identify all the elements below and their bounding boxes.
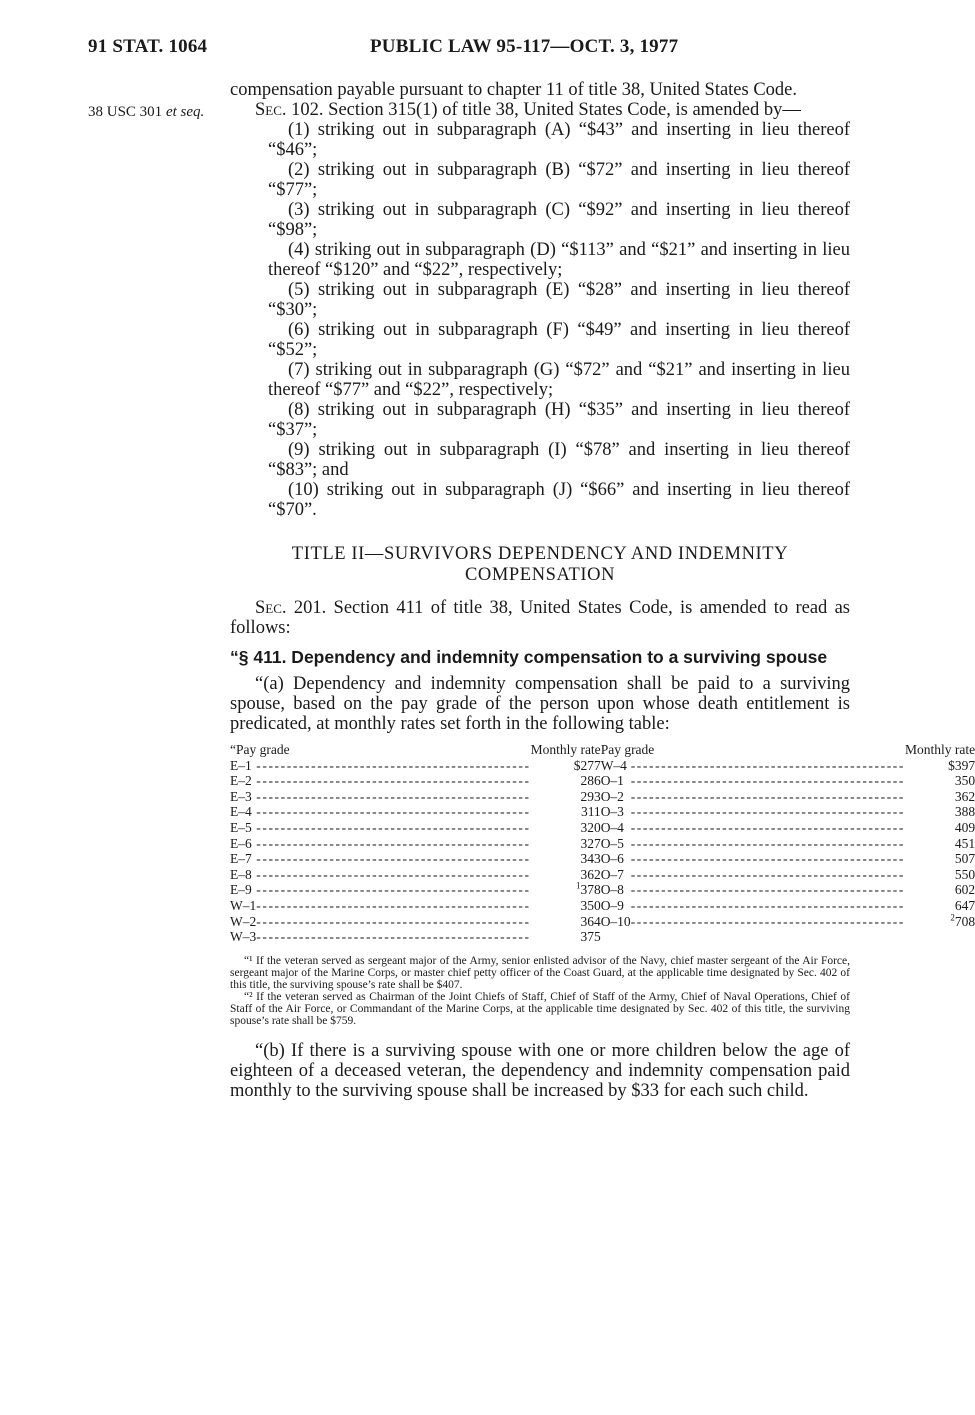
dot-leader-fill: --------------------------------------------- bbox=[630, 882, 905, 898]
monthly-rate-cell bbox=[905, 804, 975, 820]
dot-leader bbox=[256, 898, 530, 914]
header-monthly-rate: Monthly rate bbox=[530, 742, 601, 757]
rate-value: 362 bbox=[954, 788, 975, 804]
monthly-rate-cell bbox=[905, 758, 975, 774]
rate-value: 507 bbox=[954, 851, 975, 867]
dot-leader bbox=[256, 773, 530, 789]
pay-grade-cell: O–2 bbox=[600, 788, 624, 804]
dot-leader-fill: --------------------------------------------- bbox=[256, 773, 531, 789]
dot-leader-fill: --------------------------------------------- bbox=[630, 804, 905, 820]
page-running-head: PUBLIC LAW 95-117—OCT. 3, 1977 bbox=[370, 36, 679, 57]
dot-leader bbox=[631, 804, 905, 820]
dot-leader bbox=[256, 914, 530, 930]
dot-leader bbox=[256, 882, 530, 898]
footnote-1: “¹ If the veteran served as sergeant major of the Army, senior enlisted advisor of the Navy, chief master sergeant of the Air Force, sergeant major of the Marine Corps, or master chief petty officer of the Coast Guard, at the applicable time designated by Sec. 402 of this title, the surviving spouse’s rate shall be $407. bbox=[230, 954, 850, 991]
amendment-item: (9) striking out in subparagraph (I) “$78” and inserting in lieu thereof “$83”; and bbox=[268, 440, 850, 480]
amendment-item: (5) striking out in subparagraph (E) “$28” and inserting in lieu thereof “$30”; bbox=[268, 280, 850, 320]
dot-leader bbox=[256, 836, 530, 852]
sec201-paragraph bbox=[230, 598, 850, 638]
rate-value: $397 bbox=[948, 757, 975, 773]
header-pay-grade: Pay grade bbox=[600, 742, 655, 757]
monthly-rate-cell bbox=[531, 929, 601, 945]
table-row bbox=[230, 851, 975, 867]
rates-table bbox=[230, 742, 975, 945]
amendment-item: (10) striking out in subparagraph (J) “$66” and inserting in lieu thereof “$70”. bbox=[268, 480, 850, 520]
table-row bbox=[230, 867, 975, 883]
pay-grade-cell: E–5 bbox=[230, 819, 252, 835]
dot-leader-fill: --------------------------------------------- bbox=[630, 897, 905, 913]
monthly-rate-cell bbox=[905, 836, 975, 852]
rate-value: 375 bbox=[580, 929, 601, 945]
table-row bbox=[230, 836, 975, 852]
dot-leader bbox=[631, 758, 905, 774]
pay-grade-cell: E–4 bbox=[230, 804, 252, 820]
dot-leader bbox=[256, 851, 530, 867]
monthly-rate-cell bbox=[905, 789, 975, 805]
monthly-rate-cell bbox=[905, 914, 975, 930]
monthly-rate-cell bbox=[531, 804, 601, 820]
pay-grade-cell: O–7 bbox=[600, 866, 624, 882]
monthly-rate-cell bbox=[531, 914, 601, 930]
monthly-rate-cell bbox=[531, 851, 601, 867]
pay-grade-cell: O–3 bbox=[600, 804, 624, 820]
pay-grade-cell: W–3 bbox=[230, 929, 257, 945]
dot-leader-fill: --------------------------------------------- bbox=[256, 929, 531, 945]
table-row bbox=[230, 789, 975, 805]
rate-value: 311 bbox=[580, 804, 601, 820]
pay-grade-cell: O–1 bbox=[600, 773, 624, 789]
dot-leader bbox=[631, 851, 905, 867]
sec102-items bbox=[230, 120, 850, 520]
pay-grade-cell: W–2 bbox=[230, 913, 257, 929]
monthly-rate-cell bbox=[905, 898, 975, 914]
dot-leader bbox=[256, 820, 530, 836]
rate-value: 350 bbox=[954, 773, 975, 789]
pay-grade-cell: E–1 bbox=[230, 757, 252, 773]
monthly-rate-cell bbox=[531, 758, 601, 774]
section-411-heading: “§ 411. Dependency and indemnity compensation to a surviving spouse bbox=[230, 647, 828, 667]
rate-value: $277 bbox=[573, 757, 601, 773]
rate-value: 388 bbox=[954, 804, 975, 820]
monthly-rate-cell bbox=[531, 882, 601, 898]
pay-grade-cell: O–6 bbox=[600, 851, 624, 867]
rate-value: 320 bbox=[580, 819, 601, 835]
dot-leader-fill: --------------------------------------------- bbox=[630, 773, 905, 789]
dot-leader bbox=[631, 820, 905, 836]
rate-value: 451 bbox=[954, 835, 975, 851]
dot-leader-fill: --------------------------------------------- bbox=[256, 835, 531, 851]
intro-paragraph: compensation payable pursuant to chapter 11 of title 38, United States Code. bbox=[230, 80, 798, 100]
sec102-label: Sec. 102. bbox=[255, 100, 324, 120]
dot-leader bbox=[256, 804, 530, 820]
monthly-rate-cell bbox=[531, 820, 601, 836]
pay-grade-cell: O–4 bbox=[600, 819, 624, 835]
pay-grade-cell: O–9 bbox=[600, 897, 624, 913]
dot-leader-fill: --------------------------------------------- bbox=[256, 897, 531, 913]
dot-leader bbox=[631, 836, 905, 852]
dot-leader-fill: --------------------------------------------- bbox=[256, 788, 531, 804]
table-row bbox=[230, 882, 975, 898]
dot-leader-fill: --------------------------------------------- bbox=[630, 819, 905, 835]
amendment-item: (2) striking out in subparagraph (B) “$72” and inserting in lieu thereof “$77”; bbox=[268, 160, 850, 200]
dot-leader-fill: --------------------------------------------- bbox=[630, 757, 905, 773]
pay-grade-cell: O–8 bbox=[600, 882, 624, 898]
rate-value: 364 bbox=[580, 913, 601, 929]
title-ii-line1: TITLE II—SURVIVORS DEPENDENCY AND INDEMNITY bbox=[291, 544, 789, 564]
dot-leader bbox=[631, 789, 905, 805]
pay-grade-cell: E–8 bbox=[230, 866, 252, 882]
footnote-marker: 2 bbox=[950, 912, 955, 923]
table-row bbox=[230, 820, 975, 836]
pay-grade-cell: W–4 bbox=[600, 757, 627, 773]
subsection-a: “(a) Dependency and indemnity compensation shall be paid to a surviving spouse, based on the pay grade of the person upon whose death entitlement is predicated, at monthly rates set forth in the following table: bbox=[230, 674, 850, 734]
pay-grade-cell: E–6 bbox=[230, 835, 252, 851]
monthly-rate-cell bbox=[531, 773, 601, 789]
table-row bbox=[230, 773, 975, 789]
title-ii-heading bbox=[230, 544, 850, 586]
subsection-b: “(b) If there is a surviving spouse with one or more children below the age of eighteen of a deceased veteran, the dependency and indemnity compensation paid monthly to the surviving spouse shall be increased by $33 for each such child. bbox=[230, 1040, 850, 1101]
pay-grade-cell: E–3 bbox=[230, 788, 252, 804]
header-monthly-rate: Monthly rate bbox=[905, 742, 975, 757]
amendment-item: (1) striking out in subparagraph (A) “$43” and inserting in lieu thereof “$46”; bbox=[268, 120, 850, 160]
margin-note bbox=[88, 102, 208, 122]
dot-leader bbox=[631, 867, 905, 883]
pay-grade-cell: O–10 bbox=[600, 913, 631, 929]
monthly-rate-cell bbox=[531, 898, 601, 914]
rate-value: 293 bbox=[580, 788, 601, 804]
rate-value: 378 bbox=[580, 882, 601, 898]
sec102-text: Section 315(1) of title 38, United States Code, is amended by— bbox=[328, 100, 801, 120]
table-row bbox=[230, 804, 975, 820]
pay-grade-cell: O–5 bbox=[600, 835, 624, 851]
sec201-text: Section 411 of title 38, United States Code, is amended to read as follows: bbox=[230, 598, 851, 638]
dot-leader bbox=[631, 929, 905, 945]
monthly-rate-cell bbox=[905, 882, 975, 898]
amendment-item: (8) striking out in subparagraph (H) “$35” and inserting in lieu thereof “$37”; bbox=[268, 400, 850, 440]
dot-leader bbox=[256, 867, 530, 883]
dot-leader-fill: --------------------------------------------- bbox=[256, 851, 531, 867]
rate-value: 550 bbox=[954, 866, 975, 882]
dot-leader-fill: --------------------------------------------- bbox=[256, 882, 531, 898]
dot-leader-fill: --------------------------------------------- bbox=[256, 804, 531, 820]
dot-leader-fill: --------------------------------------------- bbox=[630, 913, 905, 929]
monthly-rate-cell bbox=[905, 820, 975, 836]
page-stat-citation: 91 STAT. 1064 bbox=[88, 36, 208, 57]
monthly-rate-cell bbox=[531, 789, 601, 805]
rate-value: 362 bbox=[580, 866, 601, 882]
title-ii-line2: COMPENSATION bbox=[464, 565, 616, 585]
monthly-rate-cell bbox=[905, 773, 975, 789]
monthly-rate-cell bbox=[905, 867, 975, 883]
header-pay-grade: “Pay grade bbox=[230, 742, 290, 757]
table-row bbox=[230, 914, 975, 930]
table-row bbox=[230, 929, 975, 945]
pay-grade-cell: W–1 bbox=[230, 897, 257, 913]
dot-leader bbox=[631, 773, 905, 789]
table-header-row bbox=[230, 742, 975, 758]
dot-leader-fill: --------------------------------------------- bbox=[256, 913, 531, 929]
rate-value: 286 bbox=[580, 773, 601, 789]
sec201-label: Sec. 201. bbox=[255, 598, 327, 618]
table-row bbox=[230, 758, 975, 774]
dot-leader bbox=[631, 914, 905, 930]
amendment-item: (4) striking out in subparagraph (D) “$113” and “$21” and inserting in lieu thereof “$120” and “$22”, respectively; bbox=[268, 240, 850, 280]
dot-leader-fill: --------------------------------------------- bbox=[256, 866, 531, 882]
pay-grade-cell: E–7 bbox=[230, 851, 252, 867]
margin-note-citation: 38 USC 301 bbox=[88, 104, 163, 120]
rate-value: 602 bbox=[954, 882, 975, 898]
main-text bbox=[230, 80, 975, 1101]
dot-leader-fill: --------------------------------------------- bbox=[630, 835, 905, 851]
dot-leader-fill: --------------------------------------------- bbox=[256, 757, 531, 773]
amendment-item: (6) striking out in subparagraph (F) “$49” and inserting in lieu thereof “$52”; bbox=[268, 320, 850, 360]
footnote-marker: 1 bbox=[575, 880, 581, 891]
dot-leader bbox=[631, 882, 905, 898]
dot-leader bbox=[256, 758, 530, 774]
amendment-item: (7) striking out in subparagraph (G) “$72” and “$21” and inserting in lieu thereof “$77” and “$22”, respectively; bbox=[268, 360, 850, 400]
table-row bbox=[230, 898, 975, 914]
dot-leader bbox=[631, 898, 905, 914]
sec102-paragraph bbox=[230, 100, 850, 120]
pay-grade-cell: E–2 bbox=[230, 773, 252, 789]
pay-grade-cell bbox=[601, 929, 631, 945]
dot-leader bbox=[256, 929, 530, 945]
footnote-2: “² If the veteran served as Chairman of the Joint Chiefs of Staff, Chief of Staff of the Army, Chief of Naval Operations, Chief of Staff of the Air Force, or Commandant of the Marine Corps, at the applicable time designated by Sec. 402 of this title, the surviving spouse’s rate shall be $759. bbox=[230, 990, 850, 1027]
rate-value: 350 bbox=[580, 897, 601, 913]
dot-leader-fill: --------------------------------------------- bbox=[630, 851, 905, 867]
monthly-rate-cell bbox=[531, 867, 601, 883]
pay-grade-cell: E–9 bbox=[230, 882, 252, 898]
monthly-rate-cell bbox=[905, 929, 975, 945]
monthly-rate-cell bbox=[531, 836, 601, 852]
rate-value: 708 bbox=[954, 913, 975, 929]
monthly-rate-cell bbox=[905, 851, 975, 867]
rate-value: 647 bbox=[954, 897, 975, 913]
rate-value: 343 bbox=[580, 851, 601, 867]
margin-note-suffix: et seq. bbox=[165, 104, 205, 120]
dot-leader bbox=[256, 789, 530, 805]
rate-value: 409 bbox=[954, 819, 975, 835]
amendment-item: (3) striking out in subparagraph (C) “$92” and inserting in lieu thereof “$98”; bbox=[268, 200, 850, 240]
dot-leader-fill: --------------------------------------------- bbox=[630, 866, 905, 882]
rate-value: 327 bbox=[580, 835, 601, 851]
dot-leader-fill: --------------------------------------------- bbox=[256, 819, 531, 835]
dot-leader-fill: --------------------------------------------- bbox=[630, 788, 905, 804]
